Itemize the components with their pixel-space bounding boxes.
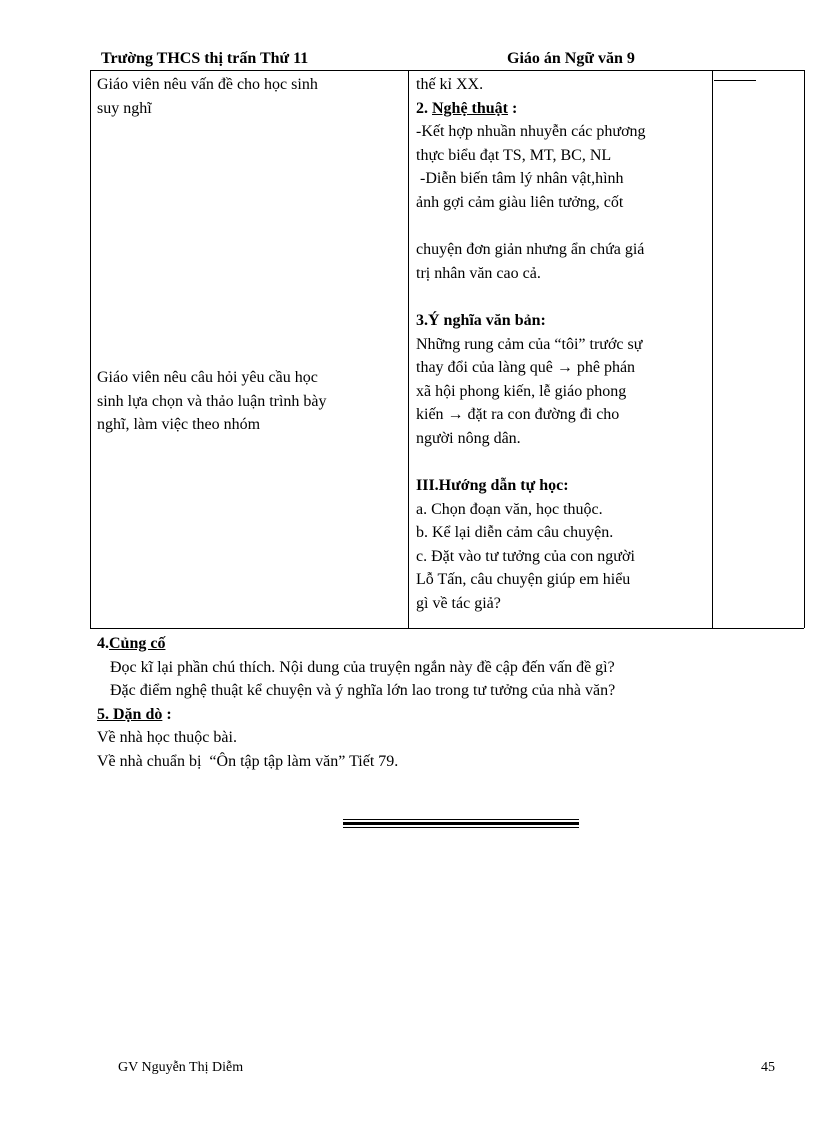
table-divider-1 [408,70,409,628]
blank-line [416,215,646,239]
mid-cell-line: ảnh gợi cảm giàu liên tưởng, cốt [416,193,624,211]
end-separator [343,819,579,828]
mid-cell-line: gì về tác giả? [416,595,501,613]
left-cell-line: Giáo viên nêu vấn đề cho học sinh [97,76,318,93]
header-school: Trường THCS thị trấn Thứ 11 [101,50,309,67]
homework-title: 5. Dặn dò [97,705,163,723]
table-divider-2 [712,70,713,628]
table-top-border [90,70,804,71]
header-subject: Giáo án Ngữ văn 9 [507,50,635,67]
table-left-cell-bottom [97,366,327,437]
table-left-border [90,70,91,628]
mid-cell-line: thay đổi của làng quê → phê phán [416,359,636,377]
left-cell-line: sinh lựa chọn và thảo luận trình bày [97,392,327,410]
mid-cell-line: xã hội phong kiến, lễ giáo phong [416,382,627,400]
mid-cell-line: thực biểu đạt TS, MT, BC, NL [416,146,612,164]
mid-cell-line: a. Chọn đoạn văn, học thuộc. [416,500,603,518]
selfstudy-heading: III.Hướng dẫn tự học: [416,477,569,495]
mid-cell-line: Lỗ Tấn, câu chuyện giúp em hiểu [416,571,631,589]
art-heading [416,97,646,121]
table-mid-cell [416,73,646,616]
consolidation-heading [97,632,615,656]
left-cell-line: suy nghĩ [97,99,152,117]
mid-cell-line: c. Đặt vào tư tưởng của con người [416,547,635,565]
consolidation-section [97,632,615,773]
art-heading-colon: : [508,99,518,117]
mid-cell-line: -Diễn biến tâm lý nhân vật,hình [416,170,624,188]
mid-cell-line: kiến → đặt ra con đường đi cho [416,406,620,424]
art-heading-number: 2. [416,99,432,117]
art-heading-title: Nghệ thuật [432,99,509,117]
footer-author: GV Nguyễn Thị Diễm [118,1060,244,1075]
left-cell-line: nghĩ, làm việc theo nhóm [97,416,261,434]
mid-cell-line: chuyện đơn giản nhưng ẩn chứa giá [416,241,645,259]
consolidation-line: Đặc điểm nghệ thuật kể chuyện và ý nghĩa lớn lao trong tư tưởng của nhà văn? [110,682,616,699]
left-cell-line: Giáo viên nêu câu hỏi yêu cầu học [97,369,318,386]
table-right-border [804,70,805,628]
homework-heading [97,703,615,727]
mid-cell-line: thế kỉ XX. [416,76,484,93]
page-number: 45 [761,1060,775,1075]
mid-cell-line: b. Kể lại diễn cảm câu chuyện. [416,524,614,542]
consolidation-number: 4. [97,635,109,652]
blank-line [416,285,646,309]
table-bottom-border [90,628,804,629]
mid-cell-line: -Kết hợp nhuần nhuyễn các phương [416,123,646,141]
mid-cell-line: trị nhân văn cao cả. [416,264,541,282]
meaning-heading: 3.Ý nghĩa văn bản: [416,311,546,329]
homework-colon: : [162,705,172,723]
consolidation-line: Đọc kĩ lại phần chú thích. Nội dung của truyện ngắn này đề cập đến vấn đề gì? [110,658,615,676]
mid-cell-line: người nông dân. [416,429,521,447]
table-left-cell-top [97,73,318,120]
homework-line: Về nhà học thuộc bài. [97,729,237,746]
table-stray-line [714,80,756,81]
blank-line [416,451,646,475]
homework-line: Về nhà chuẩn bị “Ôn tập tập làm văn” Tiết 79. [97,752,399,770]
mid-cell-line: Những rung cảm của “tôi” trước sự [416,335,643,353]
consolidation-title: Củng cố [109,635,166,652]
